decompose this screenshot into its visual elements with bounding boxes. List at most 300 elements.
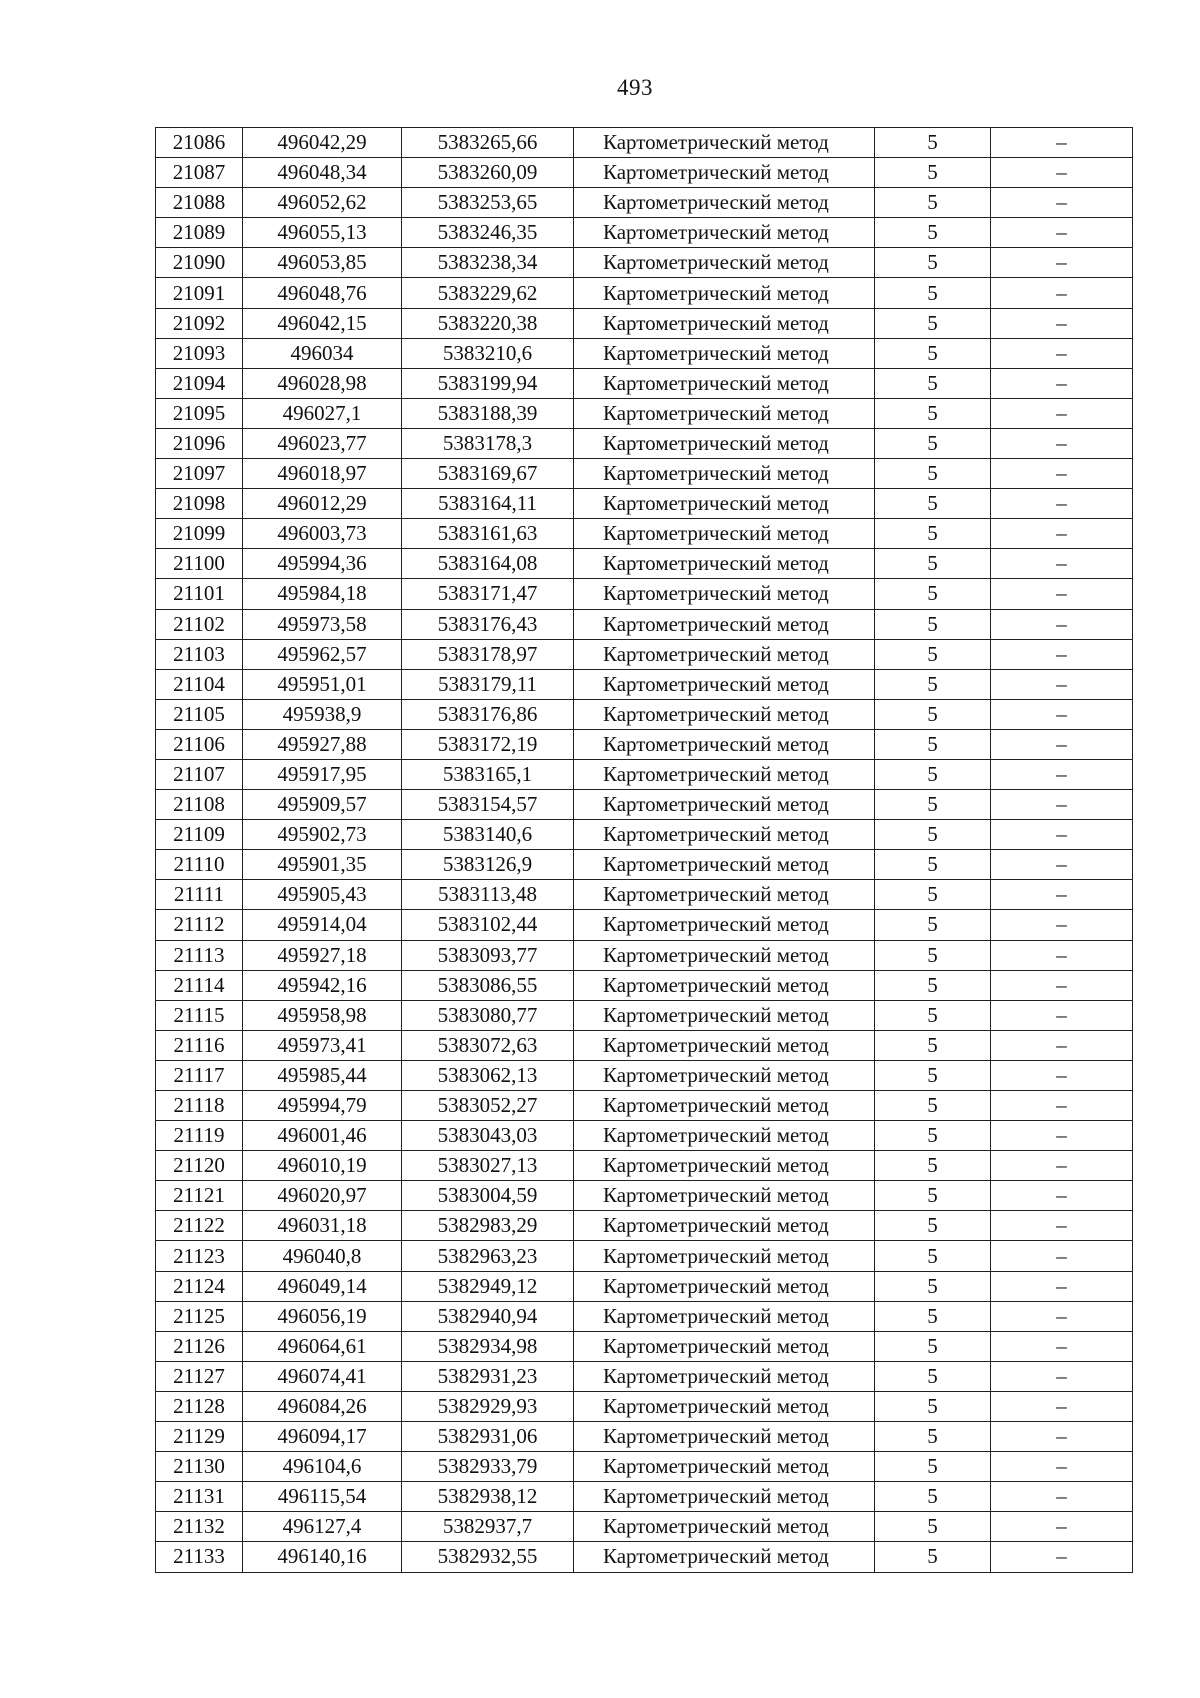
point-number-cell: 21108 bbox=[156, 790, 243, 820]
y-coordinate-cell: 5383154,57 bbox=[402, 790, 574, 820]
point-number-cell: 21088 bbox=[156, 188, 243, 218]
description-cell: – bbox=[991, 128, 1133, 158]
point-number-cell: 21113 bbox=[156, 940, 243, 970]
accuracy-cell: 5 bbox=[875, 1030, 991, 1060]
accuracy-cell: 5 bbox=[875, 1091, 991, 1121]
accuracy-cell: 5 bbox=[875, 1512, 991, 1542]
point-number-cell: 21093 bbox=[156, 338, 243, 368]
description-cell: – bbox=[991, 1000, 1133, 1030]
point-number-cell: 21101 bbox=[156, 579, 243, 609]
x-coordinate-cell: 495917,95 bbox=[243, 759, 402, 789]
accuracy-cell: 5 bbox=[875, 1361, 991, 1391]
table-row bbox=[156, 910, 1133, 940]
accuracy-cell: 5 bbox=[875, 820, 991, 850]
point-number-cell: 21095 bbox=[156, 398, 243, 428]
accuracy-cell: 5 bbox=[875, 669, 991, 699]
method-cell: Картометрический метод bbox=[574, 188, 875, 218]
method-cell: Картометрический метод bbox=[574, 158, 875, 188]
table-row bbox=[156, 549, 1133, 579]
method-cell: Картометрический метод bbox=[574, 1422, 875, 1452]
table-row bbox=[156, 489, 1133, 519]
accuracy-cell: 5 bbox=[875, 1151, 991, 1181]
y-coordinate-cell: 5382983,29 bbox=[402, 1211, 574, 1241]
x-coordinate-cell: 496010,19 bbox=[243, 1151, 402, 1181]
table-row bbox=[156, 850, 1133, 880]
method-cell: Картометрический метод bbox=[574, 428, 875, 458]
accuracy-cell: 5 bbox=[875, 308, 991, 338]
table-row bbox=[156, 1181, 1133, 1211]
accuracy-cell: 5 bbox=[875, 158, 991, 188]
method-cell: Картометрический метод bbox=[574, 1391, 875, 1421]
x-coordinate-cell: 496031,18 bbox=[243, 1211, 402, 1241]
x-coordinate-cell: 496048,34 bbox=[243, 158, 402, 188]
accuracy-cell: 5 bbox=[875, 428, 991, 458]
description-cell: – bbox=[991, 218, 1133, 248]
point-number-cell: 21086 bbox=[156, 128, 243, 158]
point-number-cell: 21096 bbox=[156, 428, 243, 458]
point-number-cell: 21106 bbox=[156, 729, 243, 759]
y-coordinate-cell: 5383027,13 bbox=[402, 1151, 574, 1181]
y-coordinate-cell: 5383176,86 bbox=[402, 699, 574, 729]
description-cell: – bbox=[991, 940, 1133, 970]
accuracy-cell: 5 bbox=[875, 1331, 991, 1361]
description-cell: – bbox=[991, 1151, 1133, 1181]
method-cell: Картометрический метод bbox=[574, 1030, 875, 1060]
accuracy-cell: 5 bbox=[875, 1241, 991, 1271]
table-row bbox=[156, 158, 1133, 188]
y-coordinate-cell: 5383246,35 bbox=[402, 218, 574, 248]
method-cell: Картометрический метод bbox=[574, 940, 875, 970]
point-number-cell: 21104 bbox=[156, 669, 243, 699]
accuracy-cell: 5 bbox=[875, 1121, 991, 1151]
y-coordinate-cell: 5383164,11 bbox=[402, 489, 574, 519]
method-cell: Картометрический метод bbox=[574, 1211, 875, 1241]
accuracy-cell: 5 bbox=[875, 940, 991, 970]
y-coordinate-cell: 5382934,98 bbox=[402, 1331, 574, 1361]
method-cell: Картометрический метод bbox=[574, 1452, 875, 1482]
accuracy-cell: 5 bbox=[875, 1542, 991, 1572]
y-coordinate-cell: 5383161,63 bbox=[402, 519, 574, 549]
method-cell: Картометрический метод bbox=[574, 1331, 875, 1361]
point-number-cell: 21125 bbox=[156, 1301, 243, 1331]
table-row bbox=[156, 1301, 1133, 1331]
method-cell: Картометрический метод bbox=[574, 790, 875, 820]
point-number-cell: 21087 bbox=[156, 158, 243, 188]
description-cell: – bbox=[991, 880, 1133, 910]
table-row bbox=[156, 970, 1133, 1000]
method-cell: Картометрический метод bbox=[574, 489, 875, 519]
method-cell: Картометрический метод bbox=[574, 1482, 875, 1512]
method-cell: Картометрический метод bbox=[574, 699, 875, 729]
accuracy-cell: 5 bbox=[875, 338, 991, 368]
accuracy-cell: 5 bbox=[875, 850, 991, 880]
table-row bbox=[156, 790, 1133, 820]
description-cell: – bbox=[991, 1271, 1133, 1301]
x-coordinate-cell: 496027,1 bbox=[243, 398, 402, 428]
y-coordinate-cell: 5382931,06 bbox=[402, 1422, 574, 1452]
coordinates-table bbox=[155, 127, 1133, 1573]
y-coordinate-cell: 5383171,47 bbox=[402, 579, 574, 609]
point-number-cell: 21121 bbox=[156, 1181, 243, 1211]
table-row bbox=[156, 128, 1133, 158]
description-cell: – bbox=[991, 970, 1133, 1000]
table-row bbox=[156, 729, 1133, 759]
x-coordinate-cell: 496052,62 bbox=[243, 188, 402, 218]
method-cell: Картометрический метод bbox=[574, 1091, 875, 1121]
x-coordinate-cell: 495994,79 bbox=[243, 1091, 402, 1121]
x-coordinate-cell: 496042,29 bbox=[243, 128, 402, 158]
y-coordinate-cell: 5383165,1 bbox=[402, 759, 574, 789]
x-coordinate-cell: 495973,58 bbox=[243, 609, 402, 639]
method-cell: Картометрический метод bbox=[574, 1181, 875, 1211]
description-cell: – bbox=[991, 820, 1133, 850]
description-cell: – bbox=[991, 1060, 1133, 1090]
method-cell: Картометрический метод bbox=[574, 1512, 875, 1542]
table-row bbox=[156, 940, 1133, 970]
description-cell: – bbox=[991, 639, 1133, 669]
description-cell: – bbox=[991, 910, 1133, 940]
x-coordinate-cell: 496140,16 bbox=[243, 1542, 402, 1572]
method-cell: Картометрический метод bbox=[574, 1361, 875, 1391]
description-cell: – bbox=[991, 1331, 1133, 1361]
table-row bbox=[156, 1241, 1133, 1271]
method-cell: Картометрический метод bbox=[574, 308, 875, 338]
y-coordinate-cell: 5383126,9 bbox=[402, 850, 574, 880]
y-coordinate-cell: 5383164,08 bbox=[402, 549, 574, 579]
description-cell: – bbox=[991, 1512, 1133, 1542]
accuracy-cell: 5 bbox=[875, 1000, 991, 1030]
y-coordinate-cell: 5383238,34 bbox=[402, 248, 574, 278]
y-coordinate-cell: 5383086,55 bbox=[402, 970, 574, 1000]
x-coordinate-cell: 496048,76 bbox=[243, 278, 402, 308]
description-cell: – bbox=[991, 1301, 1133, 1331]
description-cell: – bbox=[991, 428, 1133, 458]
table-row bbox=[156, 368, 1133, 398]
point-number-cell: 21127 bbox=[156, 1361, 243, 1391]
description-cell: – bbox=[991, 158, 1133, 188]
x-coordinate-cell: 495942,16 bbox=[243, 970, 402, 1000]
y-coordinate-cell: 5382938,12 bbox=[402, 1482, 574, 1512]
y-coordinate-cell: 5383179,11 bbox=[402, 669, 574, 699]
point-number-cell: 21129 bbox=[156, 1422, 243, 1452]
method-cell: Картометрический метод bbox=[574, 759, 875, 789]
y-coordinate-cell: 5383178,97 bbox=[402, 639, 574, 669]
table-row bbox=[156, 1361, 1133, 1391]
accuracy-cell: 5 bbox=[875, 639, 991, 669]
point-number-cell: 21115 bbox=[156, 1000, 243, 1030]
x-coordinate-cell: 496020,97 bbox=[243, 1181, 402, 1211]
accuracy-cell: 5 bbox=[875, 188, 991, 218]
accuracy-cell: 5 bbox=[875, 218, 991, 248]
description-cell: – bbox=[991, 1030, 1133, 1060]
point-number-cell: 21109 bbox=[156, 820, 243, 850]
description-cell: – bbox=[991, 338, 1133, 368]
y-coordinate-cell: 5383043,03 bbox=[402, 1121, 574, 1151]
table-row bbox=[156, 428, 1133, 458]
table-row bbox=[156, 519, 1133, 549]
y-coordinate-cell: 5383169,67 bbox=[402, 459, 574, 489]
accuracy-cell: 5 bbox=[875, 1181, 991, 1211]
point-number-cell: 21131 bbox=[156, 1482, 243, 1512]
accuracy-cell: 5 bbox=[875, 1391, 991, 1421]
y-coordinate-cell: 5382933,79 bbox=[402, 1452, 574, 1482]
table-row bbox=[156, 1452, 1133, 1482]
table-row bbox=[156, 1331, 1133, 1361]
table-row bbox=[156, 880, 1133, 910]
x-coordinate-cell: 495902,73 bbox=[243, 820, 402, 850]
method-cell: Картометрический метод bbox=[574, 639, 875, 669]
y-coordinate-cell: 5382931,23 bbox=[402, 1361, 574, 1391]
x-coordinate-cell: 496074,41 bbox=[243, 1361, 402, 1391]
x-coordinate-cell: 495951,01 bbox=[243, 669, 402, 699]
accuracy-cell: 5 bbox=[875, 398, 991, 428]
x-coordinate-cell: 495927,88 bbox=[243, 729, 402, 759]
point-number-cell: 21114 bbox=[156, 970, 243, 1000]
accuracy-cell: 5 bbox=[875, 519, 991, 549]
x-coordinate-cell: 496018,97 bbox=[243, 459, 402, 489]
x-coordinate-cell: 496049,14 bbox=[243, 1271, 402, 1301]
method-cell: Картометрический метод bbox=[574, 850, 875, 880]
accuracy-cell: 5 bbox=[875, 1482, 991, 1512]
description-cell: – bbox=[991, 248, 1133, 278]
method-cell: Картометрический метод bbox=[574, 1241, 875, 1271]
method-cell: Картометрический метод bbox=[574, 880, 875, 910]
point-number-cell: 21105 bbox=[156, 699, 243, 729]
table-row bbox=[156, 218, 1133, 248]
x-coordinate-cell: 495958,98 bbox=[243, 1000, 402, 1030]
description-cell: – bbox=[991, 1361, 1133, 1391]
description-cell: – bbox=[991, 729, 1133, 759]
method-cell: Картометрический метод bbox=[574, 1542, 875, 1572]
point-number-cell: 21123 bbox=[156, 1241, 243, 1271]
x-coordinate-cell: 496040,8 bbox=[243, 1241, 402, 1271]
y-coordinate-cell: 5382963,23 bbox=[402, 1241, 574, 1271]
table-row bbox=[156, 1482, 1133, 1512]
description-cell: – bbox=[991, 1391, 1133, 1421]
table-row bbox=[156, 278, 1133, 308]
x-coordinate-cell: 495973,41 bbox=[243, 1030, 402, 1060]
x-coordinate-cell: 496034 bbox=[243, 338, 402, 368]
y-coordinate-cell: 5382937,7 bbox=[402, 1512, 574, 1542]
point-number-cell: 21112 bbox=[156, 910, 243, 940]
coordinates-table-body bbox=[156, 128, 1133, 1573]
table-row bbox=[156, 579, 1133, 609]
accuracy-cell: 5 bbox=[875, 699, 991, 729]
accuracy-cell: 5 bbox=[875, 910, 991, 940]
point-number-cell: 21102 bbox=[156, 609, 243, 639]
description-cell: – bbox=[991, 489, 1133, 519]
x-coordinate-cell: 496028,98 bbox=[243, 368, 402, 398]
description-cell: – bbox=[991, 368, 1133, 398]
x-coordinate-cell: 496104,6 bbox=[243, 1452, 402, 1482]
point-number-cell: 21116 bbox=[156, 1030, 243, 1060]
point-number-cell: 21089 bbox=[156, 218, 243, 248]
x-coordinate-cell: 495994,36 bbox=[243, 549, 402, 579]
point-number-cell: 21110 bbox=[156, 850, 243, 880]
x-coordinate-cell: 496056,19 bbox=[243, 1301, 402, 1331]
method-cell: Картометрический метод bbox=[574, 609, 875, 639]
x-coordinate-cell: 495905,43 bbox=[243, 880, 402, 910]
description-cell: – bbox=[991, 850, 1133, 880]
point-number-cell: 21111 bbox=[156, 880, 243, 910]
method-cell: Картометрический метод bbox=[574, 820, 875, 850]
description-cell: – bbox=[991, 308, 1133, 338]
point-number-cell: 21107 bbox=[156, 759, 243, 789]
x-coordinate-cell: 496084,26 bbox=[243, 1391, 402, 1421]
method-cell: Картометрический метод bbox=[574, 669, 875, 699]
x-coordinate-cell: 496094,17 bbox=[243, 1422, 402, 1452]
y-coordinate-cell: 5383172,19 bbox=[402, 729, 574, 759]
y-coordinate-cell: 5383229,62 bbox=[402, 278, 574, 308]
x-coordinate-cell: 495909,57 bbox=[243, 790, 402, 820]
point-number-cell: 21094 bbox=[156, 368, 243, 398]
method-cell: Картометрический метод bbox=[574, 1301, 875, 1331]
description-cell: – bbox=[991, 759, 1133, 789]
description-cell: – bbox=[991, 1181, 1133, 1211]
table-row bbox=[156, 699, 1133, 729]
x-coordinate-cell: 496115,54 bbox=[243, 1482, 402, 1512]
accuracy-cell: 5 bbox=[875, 278, 991, 308]
y-coordinate-cell: 5383220,38 bbox=[402, 308, 574, 338]
table-row bbox=[156, 1000, 1133, 1030]
description-cell: – bbox=[991, 669, 1133, 699]
point-number-cell: 21133 bbox=[156, 1542, 243, 1572]
accuracy-cell: 5 bbox=[875, 790, 991, 820]
y-coordinate-cell: 5383260,09 bbox=[402, 158, 574, 188]
table-row bbox=[156, 308, 1133, 338]
accuracy-cell: 5 bbox=[875, 609, 991, 639]
accuracy-cell: 5 bbox=[875, 579, 991, 609]
accuracy-cell: 5 bbox=[875, 759, 991, 789]
y-coordinate-cell: 5382940,94 bbox=[402, 1301, 574, 1331]
description-cell: – bbox=[991, 1091, 1133, 1121]
description-cell: – bbox=[991, 699, 1133, 729]
accuracy-cell: 5 bbox=[875, 1422, 991, 1452]
x-coordinate-cell: 495984,18 bbox=[243, 579, 402, 609]
table-row bbox=[156, 459, 1133, 489]
point-number-cell: 21124 bbox=[156, 1271, 243, 1301]
y-coordinate-cell: 5383140,6 bbox=[402, 820, 574, 850]
method-cell: Картометрический метод bbox=[574, 1060, 875, 1090]
method-cell: Картометрический метод bbox=[574, 970, 875, 1000]
table-row bbox=[156, 398, 1133, 428]
accuracy-cell: 5 bbox=[875, 368, 991, 398]
table-row bbox=[156, 1512, 1133, 1542]
description-cell: – bbox=[991, 1542, 1133, 1572]
point-number-cell: 21128 bbox=[156, 1391, 243, 1421]
x-coordinate-cell: 495985,44 bbox=[243, 1060, 402, 1090]
accuracy-cell: 5 bbox=[875, 248, 991, 278]
method-cell: Картометрический метод bbox=[574, 579, 875, 609]
table-row bbox=[156, 1542, 1133, 1572]
description-cell: – bbox=[991, 549, 1133, 579]
accuracy-cell: 5 bbox=[875, 549, 991, 579]
x-coordinate-cell: 495927,18 bbox=[243, 940, 402, 970]
point-number-cell: 21092 bbox=[156, 308, 243, 338]
method-cell: Картометрический метод bbox=[574, 1271, 875, 1301]
y-coordinate-cell: 5383176,43 bbox=[402, 609, 574, 639]
point-number-cell: 21100 bbox=[156, 549, 243, 579]
point-number-cell: 21103 bbox=[156, 639, 243, 669]
method-cell: Картометрический метод bbox=[574, 218, 875, 248]
y-coordinate-cell: 5383093,77 bbox=[402, 940, 574, 970]
x-coordinate-cell: 495938,9 bbox=[243, 699, 402, 729]
table-row bbox=[156, 1211, 1133, 1241]
y-coordinate-cell: 5383113,48 bbox=[402, 880, 574, 910]
y-coordinate-cell: 5382949,12 bbox=[402, 1271, 574, 1301]
accuracy-cell: 5 bbox=[875, 1060, 991, 1090]
table-row bbox=[156, 639, 1133, 669]
y-coordinate-cell: 5383265,66 bbox=[402, 128, 574, 158]
x-coordinate-cell: 496012,29 bbox=[243, 489, 402, 519]
point-number-cell: 21119 bbox=[156, 1121, 243, 1151]
table-row bbox=[156, 1422, 1133, 1452]
table-row bbox=[156, 338, 1133, 368]
description-cell: – bbox=[991, 188, 1133, 218]
y-coordinate-cell: 5383062,13 bbox=[402, 1060, 574, 1090]
point-number-cell: 21132 bbox=[156, 1512, 243, 1542]
table-row bbox=[156, 609, 1133, 639]
y-coordinate-cell: 5383080,77 bbox=[402, 1000, 574, 1030]
x-coordinate-cell: 496023,77 bbox=[243, 428, 402, 458]
method-cell: Картометрический метод bbox=[574, 1121, 875, 1151]
point-number-cell: 21118 bbox=[156, 1091, 243, 1121]
x-coordinate-cell: 496053,85 bbox=[243, 248, 402, 278]
method-cell: Картометрический метод bbox=[574, 398, 875, 428]
point-number-cell: 21097 bbox=[156, 459, 243, 489]
y-coordinate-cell: 5383210,6 bbox=[402, 338, 574, 368]
accuracy-cell: 5 bbox=[875, 1211, 991, 1241]
method-cell: Картометрический метод bbox=[574, 278, 875, 308]
y-coordinate-cell: 5383199,94 bbox=[402, 368, 574, 398]
accuracy-cell: 5 bbox=[875, 128, 991, 158]
method-cell: Картометрический метод bbox=[574, 549, 875, 579]
description-cell: – bbox=[991, 790, 1133, 820]
description-cell: – bbox=[991, 1422, 1133, 1452]
table-row bbox=[156, 1060, 1133, 1090]
method-cell: Картометрический метод bbox=[574, 1000, 875, 1030]
point-number-cell: 21099 bbox=[156, 519, 243, 549]
description-cell: – bbox=[991, 609, 1133, 639]
method-cell: Картометрический метод bbox=[574, 910, 875, 940]
table-row bbox=[156, 669, 1133, 699]
y-coordinate-cell: 5383072,63 bbox=[402, 1030, 574, 1060]
y-coordinate-cell: 5383188,39 bbox=[402, 398, 574, 428]
table-row bbox=[156, 1091, 1133, 1121]
table-row bbox=[156, 820, 1133, 850]
point-number-cell: 21091 bbox=[156, 278, 243, 308]
table-row bbox=[156, 248, 1133, 278]
y-coordinate-cell: 5383253,65 bbox=[402, 188, 574, 218]
description-cell: – bbox=[991, 1482, 1133, 1512]
accuracy-cell: 5 bbox=[875, 880, 991, 910]
page-number: 493 bbox=[617, 75, 653, 100]
method-cell: Картометрический метод bbox=[574, 729, 875, 759]
table-row bbox=[156, 1391, 1133, 1421]
method-cell: Картометрический метод bbox=[574, 128, 875, 158]
x-coordinate-cell: 496127,4 bbox=[243, 1512, 402, 1542]
method-cell: Картометрический метод bbox=[574, 248, 875, 278]
description-cell: – bbox=[991, 278, 1133, 308]
table-row bbox=[156, 1030, 1133, 1060]
y-coordinate-cell: 5382929,93 bbox=[402, 1391, 574, 1421]
description-cell: – bbox=[991, 579, 1133, 609]
method-cell: Картометрический метод bbox=[574, 519, 875, 549]
point-number-cell: 21122 bbox=[156, 1211, 243, 1241]
point-number-cell: 21120 bbox=[156, 1151, 243, 1181]
description-cell: – bbox=[991, 1211, 1133, 1241]
point-number-cell: 21090 bbox=[156, 248, 243, 278]
